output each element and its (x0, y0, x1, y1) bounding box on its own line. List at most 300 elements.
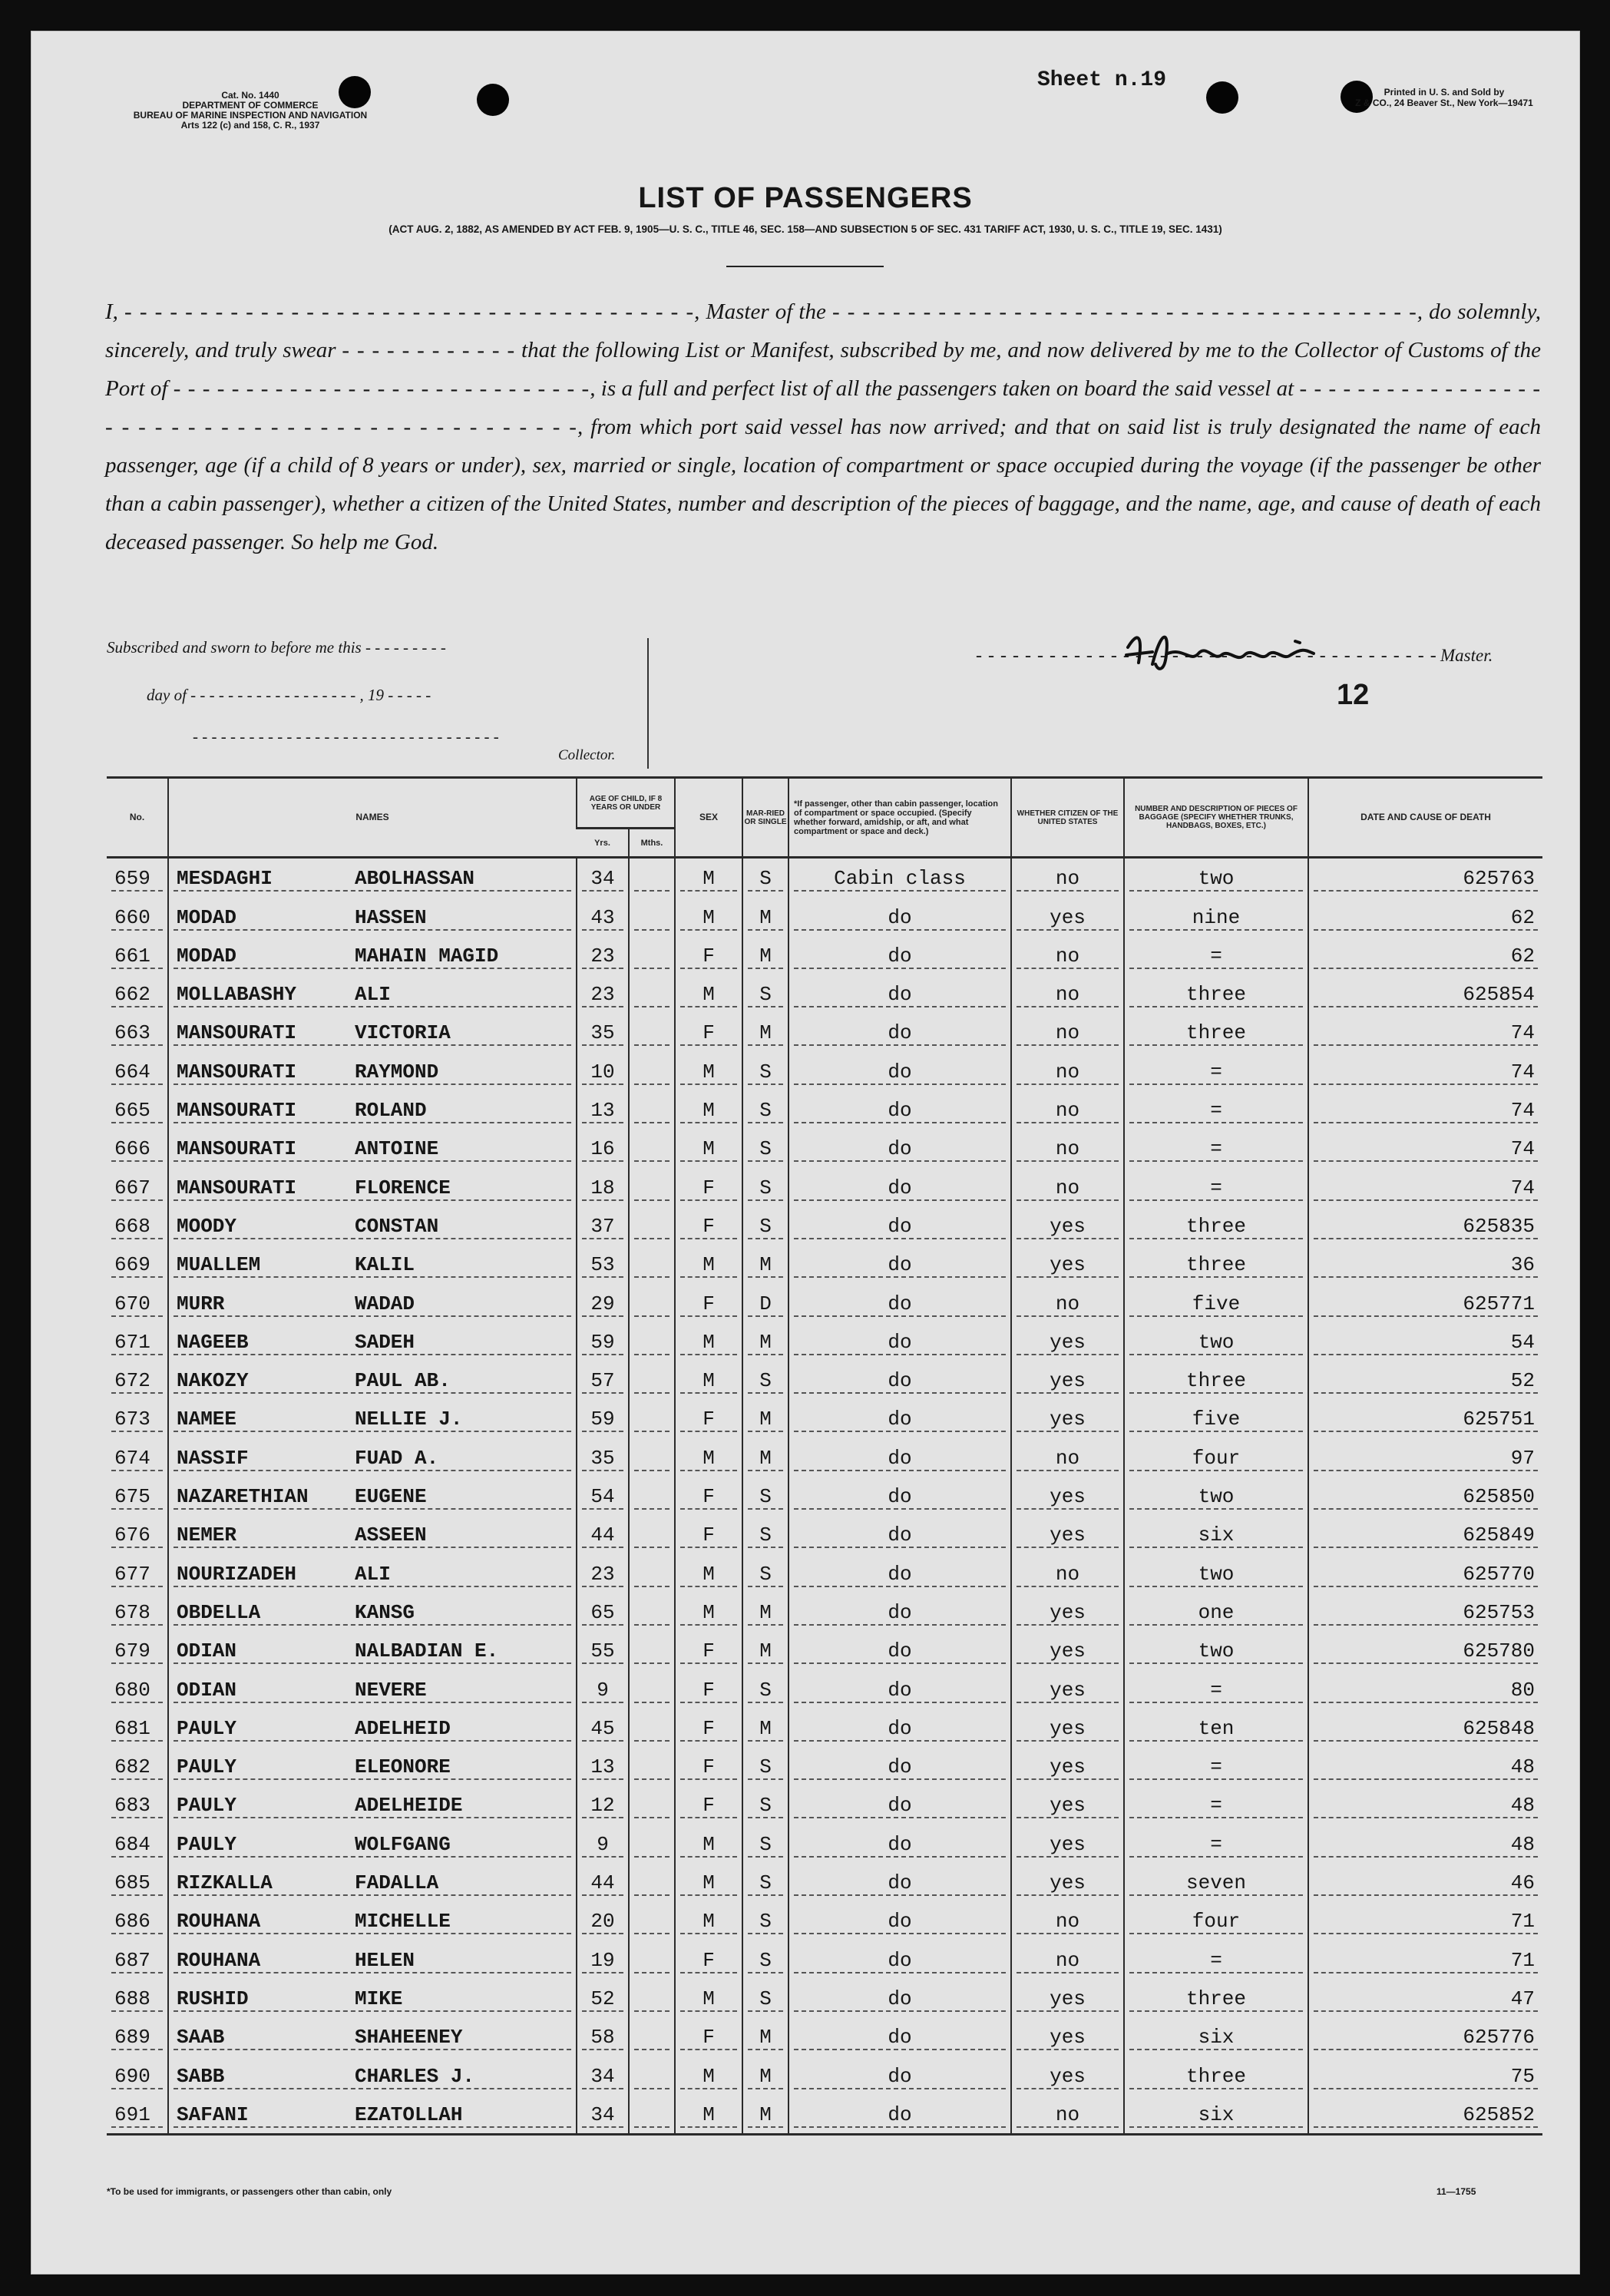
cell-death (1308, 936, 1542, 974)
cell-baggage (1124, 1129, 1308, 1167)
cell-death (1308, 974, 1542, 1013)
cell-compartment (788, 1361, 1011, 1399)
cell-no-value: 662 (111, 983, 163, 1007)
title-divider (726, 266, 884, 267)
given-name: KANSG (355, 1600, 415, 1624)
cell-compartment-value: do (794, 2103, 1006, 2128)
cell-no-value: 672 (111, 1369, 163, 1394)
cell-age-yrs-value: 43 (582, 906, 623, 931)
cell-names-value (174, 867, 571, 892)
cell-age-mths (629, 1477, 675, 1515)
cell-baggage-value: four (1129, 1910, 1303, 1934)
cell-sex (675, 1245, 742, 1283)
cell-citizen-value: yes (1017, 2065, 1119, 2089)
passenger-table (107, 776, 1542, 2136)
cell-names-value (174, 1099, 571, 1123)
cell-age-mths (629, 1631, 675, 1669)
cell-age-yrs (577, 1206, 629, 1245)
cell-sex (675, 1477, 742, 1515)
cell-baggage (1124, 1283, 1308, 1322)
cell-citizen-value: no (1017, 1060, 1119, 1085)
cell-compartment-value: do (794, 1331, 1006, 1355)
cell-married-single (742, 2095, 788, 2135)
passenger-row (107, 1399, 1542, 1437)
cell-names-value (174, 1331, 571, 1355)
cell-age-mths-value (634, 1137, 669, 1162)
cell-married-single (742, 1206, 788, 1245)
cell-no-value: 687 (111, 1949, 163, 1973)
cell-baggage (1124, 1669, 1308, 1708)
cell-married-single-value: S (748, 1794, 783, 1818)
given-name: NEVERE (355, 1678, 427, 1702)
cell-sex-value: F (680, 1794, 737, 1818)
cell-no-value: 686 (111, 1910, 163, 1934)
cell-age-mths-value (634, 1447, 669, 1471)
cell-citizen-value: no (1017, 1176, 1119, 1201)
cell-names-value (174, 2065, 571, 2089)
cell-death-value: 625848 (1314, 1717, 1538, 1742)
cell-sex-value: F (680, 1717, 737, 1742)
cell-married-single (742, 1669, 788, 1708)
cell-citizen (1011, 1631, 1124, 1669)
cell-baggage (1124, 1090, 1308, 1129)
cell-no (107, 1361, 168, 1399)
cell-age-mths-value (634, 1099, 669, 1123)
passenger-row (107, 1283, 1542, 1322)
cell-married-single-value: S (748, 1563, 783, 1587)
cell-no-value: 677 (111, 1563, 163, 1587)
cell-names-value (174, 906, 571, 931)
cell-age-mths (629, 858, 675, 898)
cell-compartment-value: do (794, 1253, 1006, 1278)
cell-compartment-value: do (794, 945, 1006, 969)
cell-baggage-value: two (1129, 867, 1303, 892)
cell-baggage (1124, 936, 1308, 974)
cell-death-value: 625770 (1314, 1563, 1538, 1587)
cell-baggage (1124, 1477, 1308, 1515)
cell-no (107, 1901, 168, 1940)
cell-names (168, 1013, 577, 1051)
cell-married-single (742, 897, 788, 935)
cell-compartment-value: do (794, 1292, 1006, 1317)
cell-death (1308, 2056, 1542, 2094)
cell-baggage-value: = (1129, 1949, 1303, 1973)
master-name-blank: - - - - - - - - - - - - - - - - - - - - - - - - - - - - - - - - - - - - - - (124, 299, 695, 324)
cell-baggage (1124, 1863, 1308, 1901)
cell-married-single (742, 1901, 788, 1940)
cell-names-value (174, 1447, 571, 1471)
master-label: Master. (1440, 646, 1493, 665)
cell-baggage (1124, 1437, 1308, 1476)
cell-age-yrs-value: 59 (582, 1331, 623, 1355)
cell-no (107, 1785, 168, 1824)
cell-married-single (742, 1090, 788, 1129)
cell-names-value (174, 1292, 571, 1317)
passenger-row (107, 1631, 1542, 1669)
cell-no-value: 659 (111, 867, 163, 892)
cell-citizen (1011, 1283, 1124, 1322)
cell-compartment (788, 974, 1011, 1013)
surname: OBDELLA (177, 1600, 261, 1624)
cell-names (168, 1669, 577, 1708)
cat-number: Cat. No. 1440 (221, 90, 279, 101)
cell-death-value: 74 (1314, 1176, 1538, 1201)
master-signature-line: - - - - - - - - - - - - - - - - - - - - - - - - - - - - - - - - - - - - - - (976, 646, 1437, 666)
cell-married-single (742, 936, 788, 974)
cell-age-mths-value (634, 1679, 669, 1703)
cell-no (107, 858, 168, 898)
cell-married-single (742, 1631, 788, 1669)
cell-baggage (1124, 1322, 1308, 1361)
cell-no-value: 691 (111, 2103, 163, 2128)
cell-age-yrs-value: 23 (582, 1563, 623, 1587)
cell-baggage-value: seven (1129, 1871, 1303, 1896)
cell-age-mths (629, 1167, 675, 1206)
cell-citizen (1011, 1785, 1124, 1824)
cell-age-mths-value (634, 1060, 669, 1085)
cell-names-value (174, 945, 571, 969)
surname: NOURIZADEH (177, 1562, 297, 1586)
given-name: MIKE (355, 1987, 403, 2010)
cell-citizen (1011, 1747, 1124, 1785)
cell-age-yrs (577, 1709, 629, 1747)
cell-baggage (1124, 1399, 1308, 1437)
cell-age-yrs (577, 1515, 629, 1553)
surname: ODIAN (177, 1639, 237, 1663)
cell-baggage-value: three (1129, 1987, 1303, 2012)
cell-age-mths (629, 1515, 675, 1553)
cell-baggage-value: five (1129, 1292, 1303, 1317)
cell-citizen-value: yes (1017, 1215, 1119, 1239)
cell-citizen (1011, 1669, 1124, 1708)
department-imprint (78, 91, 423, 131)
cell-age-yrs-value: 18 (582, 1176, 623, 1201)
cell-married-single-value: M (748, 1021, 783, 1046)
cell-age-yrs-value: 44 (582, 1871, 623, 1896)
cell-baggage (1124, 1747, 1308, 1785)
cell-citizen (1011, 1863, 1124, 1901)
cell-no-value: 670 (111, 1292, 163, 1317)
surname: PAULY (177, 1755, 237, 1779)
cell-baggage-value: = (1129, 1833, 1303, 1858)
cell-names (168, 1322, 577, 1361)
cell-compartment (788, 1824, 1011, 1862)
cell-married-single-value: S (748, 1987, 783, 2012)
surname: NAGEEB (177, 1330, 249, 1354)
cell-sex (675, 1515, 742, 1553)
cell-baggage-value: = (1129, 945, 1303, 969)
given-name: ASSEEN (355, 1523, 427, 1547)
cell-names-value (174, 2103, 571, 2128)
cell-age-mths-value (634, 983, 669, 1007)
cell-death-value: 625854 (1314, 983, 1538, 1007)
cell-married-single (742, 2017, 788, 2056)
cell-citizen-value: no (1017, 1447, 1119, 1471)
cell-age-yrs (577, 974, 629, 1013)
passenger-row (107, 1090, 1542, 1129)
cell-citizen (1011, 1206, 1124, 1245)
cell-no-value: 676 (111, 1523, 163, 1548)
cell-baggage-value: two (1129, 1639, 1303, 1664)
cell-age-mths-value (634, 1601, 669, 1626)
given-name: CONSTAN (355, 1214, 439, 1238)
cell-age-yrs-value: 44 (582, 1523, 623, 1548)
cell-age-yrs-value: 9 (582, 1833, 623, 1858)
cell-death-value: 625849 (1314, 1523, 1538, 1548)
cell-compartment (788, 1090, 1011, 1129)
cell-age-yrs (577, 1361, 629, 1399)
bureau-name: BUREAU OF MARINE INSPECTION AND NAVIGATION (133, 110, 368, 121)
cell-death-value: 48 (1314, 1794, 1538, 1818)
cell-age-yrs-value: 23 (582, 983, 623, 1007)
cell-names-value (174, 1253, 571, 1278)
cell-no (107, 1669, 168, 1708)
cell-married-single (742, 2056, 788, 2094)
cell-age-yrs-value: 19 (582, 1949, 623, 1973)
cell-age-mths-value (634, 1176, 669, 1201)
cell-married-single (742, 1399, 788, 1437)
cell-citizen-value: no (1017, 1099, 1119, 1123)
cell-age-yrs (577, 1013, 629, 1051)
cell-sex-value: F (680, 1408, 737, 1432)
printer-imprint (1329, 87, 1559, 108)
port-blank: - - - - - - - - - - - - - - - - - - - - - - - - - - - - - (173, 376, 590, 401)
cell-baggage (1124, 858, 1308, 898)
cell-death-value: 74 (1314, 1021, 1538, 1046)
cell-names (168, 897, 577, 935)
surname: MANSOURATI (177, 1176, 297, 1199)
cell-baggage-value: one (1129, 1601, 1303, 1626)
cell-baggage-value: six (1129, 1523, 1303, 1548)
cell-age-mths-value (634, 1292, 669, 1317)
cell-death-value: 48 (1314, 1755, 1538, 1780)
cell-married-single-value: M (748, 1331, 783, 1355)
cell-compartment (788, 1283, 1011, 1322)
cell-age-yrs-value: 12 (582, 1794, 623, 1818)
cell-age-yrs (577, 1979, 629, 2017)
header-death: DATE AND CAUSE OF DEATH (1308, 778, 1542, 858)
cell-age-mths-value (634, 1755, 669, 1780)
cell-sex (675, 974, 742, 1013)
cell-age-mths (629, 1669, 675, 1708)
vessel-name-blank: - - - - - - - - - - - - - - - - - - - - - - - - - - - - - - - - - - - - - - - (831, 299, 1417, 324)
cell-names-value (174, 1871, 571, 1896)
cell-age-mths (629, 1437, 675, 1476)
cell-names-value (174, 1755, 571, 1780)
cell-death (1308, 1437, 1542, 1476)
cell-baggage-value: six (1129, 2103, 1303, 2128)
cell-no (107, 1593, 168, 1631)
header-yrs: Yrs. (577, 829, 629, 858)
cell-citizen (1011, 1553, 1124, 1592)
cell-baggage-value: = (1129, 1794, 1303, 1818)
cell-age-mths (629, 2017, 675, 2056)
given-name: PAUL AB. (355, 1369, 451, 1393)
cell-death-value: 47 (1314, 1987, 1538, 2012)
cell-names (168, 1515, 577, 1553)
given-name: EZATOLLAH (355, 2102, 463, 2126)
passenger-row (107, 1322, 1542, 1361)
surname: MANSOURATI (177, 1137, 297, 1161)
surname: MESDAGHI (177, 867, 273, 891)
cell-married-single-value: M (748, 2065, 783, 2089)
cell-no (107, 1013, 168, 1051)
cell-sex-value: F (680, 2026, 737, 2050)
passenger-row (107, 1593, 1542, 1631)
cell-age-mths-value (634, 1639, 669, 1664)
cell-compartment-value: do (794, 1369, 1006, 1394)
cell-citizen (1011, 1245, 1124, 1283)
header-mths: Mths. (629, 829, 675, 858)
cell-no-value: 689 (111, 2026, 163, 2050)
cell-married-single-value: S (748, 1755, 783, 1780)
cell-sex (675, 1940, 742, 1978)
cell-names (168, 2056, 577, 2094)
cell-age-mths-value (634, 1331, 669, 1355)
cell-sex (675, 1013, 742, 1051)
cell-no-value: 673 (111, 1408, 163, 1432)
cell-married-single-value: S (748, 1949, 783, 1973)
cell-baggage (1124, 1245, 1308, 1283)
header-no: No. (107, 778, 168, 858)
cell-age-mths (629, 1129, 675, 1167)
surname: MURR (177, 1292, 225, 1315)
cell-death (1308, 1940, 1542, 1978)
oath-text-1: I, (105, 299, 118, 324)
cell-names (168, 1399, 577, 1437)
passenger-list-sheet (31, 31, 1580, 2274)
cell-names-value (174, 1060, 571, 1085)
cell-no (107, 1322, 168, 1361)
cell-sex-value: M (680, 983, 737, 1007)
cell-baggage (1124, 1631, 1308, 1669)
cell-sex (675, 1206, 742, 1245)
cell-death-value: 74 (1314, 1060, 1538, 1085)
cell-age-mths-value (634, 1523, 669, 1548)
cell-age-mths (629, 1979, 675, 2017)
cell-married-single-value: M (748, 2103, 783, 2128)
cell-compartment (788, 897, 1011, 935)
cell-compartment (788, 1631, 1011, 1669)
cell-no-value: 680 (111, 1679, 163, 1703)
cell-age-yrs-value: 58 (582, 2026, 623, 2050)
cell-names (168, 858, 577, 898)
cell-married-single-value: S (748, 1099, 783, 1123)
given-name: ROLAND (355, 1099, 427, 1123)
cell-age-mths-value (634, 945, 669, 969)
cell-married-single (742, 1051, 788, 1090)
passenger-row (107, 1437, 1542, 1476)
cell-compartment-value: do (794, 1679, 1006, 1703)
cell-sex (675, 1785, 742, 1824)
passenger-rows (107, 858, 1542, 2135)
given-name: ANTOINE (355, 1137, 439, 1161)
cell-names-value (174, 1794, 571, 1818)
surname: MOODY (177, 1214, 237, 1238)
cell-compartment (788, 1515, 1011, 1553)
cell-sex (675, 1051, 742, 1090)
cell-no (107, 1477, 168, 1515)
printer-line-2: Z & CO., 24 Beaver St., New York—19471 (1355, 98, 1533, 108)
cell-married-single (742, 1593, 788, 1631)
cell-no (107, 1206, 168, 1245)
cell-citizen-value: no (1017, 983, 1119, 1007)
cell-age-yrs-value: 37 (582, 1215, 623, 1239)
cell-age-yrs (577, 2095, 629, 2135)
sheet-number: Sheet n.19 (1037, 68, 1167, 92)
cell-names (168, 1709, 577, 1747)
header-sex: SEX (675, 778, 742, 858)
cell-married-single-value: S (748, 1485, 783, 1510)
given-name: HASSEN (355, 905, 427, 929)
cell-citizen-value: yes (1017, 1794, 1119, 1818)
cell-death (1308, 1785, 1542, 1824)
cell-sex-value: F (680, 1949, 737, 1973)
cell-married-single (742, 1824, 788, 1862)
cell-compartment-value: do (794, 1639, 1006, 1664)
cell-age-mths-value (634, 1408, 669, 1432)
departure-port-blank: - - - - - - - - - - - - - - - - - - - - - - - - - - - - - - - - - - - - - - - - - - - - - - (105, 376, 1542, 439)
oath-text-10: arrived; and that on said list is truly designated the name of each passenger, age (if a child of 8 years or under), sex, married or single, location of compartment or space occupied during the voyage (if the passenger be other than a cabin passenger), whether a citizen of the United States, number and description of the pieces of baggage, and the name, age, and cause of death of each deceased passenger. So help me God. (105, 415, 1542, 554)
cell-age-mths-value (634, 1910, 669, 1934)
cell-compartment-value: do (794, 1910, 1006, 1934)
cell-citizen (1011, 1940, 1124, 1978)
cell-citizen-value: yes (1017, 1871, 1119, 1896)
cell-married-single-value: M (748, 1601, 783, 1626)
cell-sex (675, 1322, 742, 1361)
cell-age-yrs-value: 45 (582, 1717, 623, 1742)
cell-compartment (788, 1206, 1011, 1245)
cell-citizen (1011, 1322, 1124, 1361)
cell-names-value (174, 1949, 571, 1973)
cell-sex-value: M (680, 1563, 737, 1587)
cell-married-single (742, 1322, 788, 1361)
passenger-row (107, 1709, 1542, 1747)
given-name: EUGENE (355, 1485, 427, 1509)
cell-no-value: 665 (111, 1099, 163, 1123)
cell-compartment (788, 1669, 1011, 1708)
cell-age-mths-value (634, 2103, 669, 2128)
cell-death-value: 625753 (1314, 1601, 1538, 1626)
cell-no-value: 690 (111, 2065, 163, 2089)
cell-age-yrs (577, 1553, 629, 1592)
cell-married-single-value: M (748, 1717, 783, 1742)
cell-age-yrs-value: 53 (582, 1253, 623, 1278)
header-baggage: NUMBER AND DESCRIPTION OF PIECES OF BAGGAGE (SPECIFY WHETHER TRUNKS, HANDBAGS, BOXES, ETC.) (1124, 778, 1308, 858)
passenger-row (107, 2095, 1542, 2135)
cell-citizen (1011, 1013, 1124, 1051)
surname: MOLLABASHY (177, 983, 297, 1007)
cell-married-single (742, 1515, 788, 1553)
cell-baggage (1124, 1901, 1308, 1940)
cell-citizen-value: no (1017, 1563, 1119, 1587)
cell-no (107, 936, 168, 974)
cell-compartment-value: do (794, 1099, 1006, 1123)
cell-names (168, 1283, 577, 1322)
cell-death-value: 46 (1314, 1871, 1538, 1896)
cell-sex-value: M (680, 1137, 737, 1162)
master-signature (1122, 624, 1398, 678)
cell-married-single-value: D (748, 1292, 783, 1317)
cell-citizen (1011, 1051, 1124, 1090)
cell-age-yrs-value: 52 (582, 1987, 623, 2012)
cell-citizen (1011, 1901, 1124, 1940)
cell-names (168, 1051, 577, 1090)
passenger-row (107, 1013, 1542, 1051)
department-name: DEPARTMENT OF COMMERCE (182, 100, 319, 111)
cell-sex (675, 1863, 742, 1901)
cell-citizen (1011, 1361, 1124, 1399)
